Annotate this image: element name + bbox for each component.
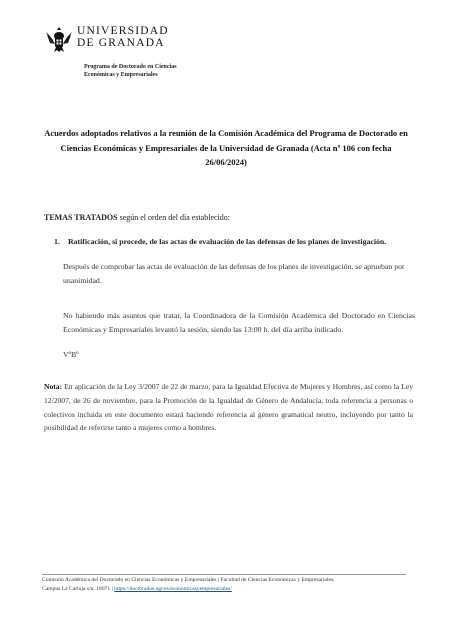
university-name-line2: DE GRANADA (77, 37, 165, 49)
resolution-paragraph: Después de comprobar las actas de evaluación de las defensas de los planes de investigación, se aprueban por unanimidad. (63, 262, 405, 285)
agenda-item-text: Ratificación, si procede, de las actas de evaluación de las defensas de los planes de investigación. (67, 237, 387, 246)
university-logo (44, 24, 169, 56)
university-name-line1: UNIVERSIDAD (77, 25, 169, 37)
document-title: Acuerdos adoptados relativos a la reunión de la Comisión Académica del Programa de Doctorado en Ciencias Económicas y Empresariales de la Universidad de Granada (Acta nº 106 con fecha 26/06/2024) (44, 128, 408, 167)
footer (42, 576, 412, 594)
agenda-item (54, 237, 386, 246)
note-text: En aplicación de la Ley 3/2007 de 22 de marzo, para la Igualdad Efectiva de Mujeres y Hombres, así como la Ley 12/2007, de 26 de noviembre, para la Promoción de la Igualdad de Género de Andalucía, toda referencia a personas o colectivos incluida en este documento estará haciendo referencia al género gramatical neutro, incluyendo por tanto la posibilidad de referirse tanto a mujeres como a hombres. (44, 382, 413, 433)
topics-label-rest: según el orden del día establecido: (117, 213, 230, 222)
note-label: Nota: (44, 382, 63, 391)
closing-paragraph: No habiendo más asuntos que tratar, la Coordinadora de la Comisión Académica del Doctorado en Ciencias Económicas y Empresariales levantó la sesión, siendo las 13:00 h. del día arriba indicado. (63, 311, 415, 334)
footer-address: Campus La Cartuja s/n, 18071 | (42, 586, 115, 592)
program-name (84, 63, 177, 79)
footer-line2 (42, 585, 412, 594)
topics-heading (44, 213, 230, 222)
agenda-item-number: 1. (54, 237, 60, 246)
coat-of-arms-icon (44, 24, 74, 54)
program-name-line1: Programa de Doctorado en Ciencias (84, 64, 177, 70)
university-name (77, 25, 169, 49)
program-name-line2: Económicas y Empresariales (84, 72, 158, 78)
footer-line1: Comisión Académica del Doctorado en Ciencias Económicas y Empresariales | Facultad de Ciencias Económicas y Empresariales, (42, 577, 335, 583)
footer-link[interactable]: https://doctorados.ugr.es/economicasyempresariales/ (114, 586, 232, 592)
topics-label: TEMAS TRATADOS (44, 213, 118, 222)
gender-note (44, 380, 413, 435)
approval-mark: VºBº (63, 350, 79, 359)
footer-divider (42, 574, 406, 575)
